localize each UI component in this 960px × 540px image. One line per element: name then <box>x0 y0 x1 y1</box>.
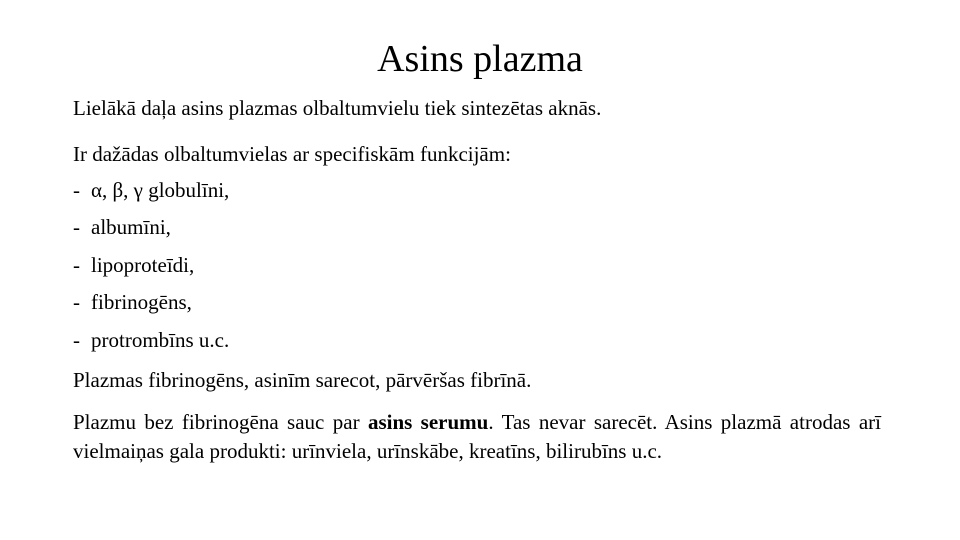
paragraph-text-end: . Tas nevar sarecēt. Asins plazmā atrodas arī vielmaiņas gala produkti: urīnviela, urīnskābe, kreatīns, bilirubīns u.c. <box>73 410 881 463</box>
paragraph-text-start: Plazmu bez fibrinogēna sauc par <box>73 410 368 434</box>
list-item-text: protrombīns u.c. <box>91 328 230 352</box>
list-item <box>73 177 229 203</box>
paragraph-bold-term: asins serumu <box>367 410 489 434</box>
serum-paragraph <box>73 408 881 466</box>
intro-line-1: Lielākā daļa asins plazmas olbaltumvielu tiek sintezētas aknās. <box>73 96 602 120</box>
list-item <box>73 252 194 278</box>
list-item <box>73 214 171 240</box>
list-item-text: fibrinogēns, <box>91 290 192 314</box>
list-marker: - <box>73 178 80 202</box>
list-item <box>73 327 229 353</box>
list-item-text: α, β, γ globulīni, <box>91 178 230 202</box>
after-list-line: Plazmas fibrinogēns, asinīm sarecot, pārvēršas fibrīnā. <box>73 368 532 392</box>
list-marker: - <box>73 290 80 314</box>
list-item <box>73 289 192 315</box>
list-marker: - <box>73 253 80 277</box>
intro-line-2: Ir dažādas olbaltumvielas ar specifiskām funkcijām: <box>73 142 511 166</box>
slide-title: Asins plazma <box>377 38 583 80</box>
list-item-text: albumīni, <box>91 215 171 239</box>
list-marker: - <box>73 215 80 239</box>
list-item-text: lipoproteīdi, <box>91 253 195 277</box>
list-marker: - <box>73 328 80 352</box>
